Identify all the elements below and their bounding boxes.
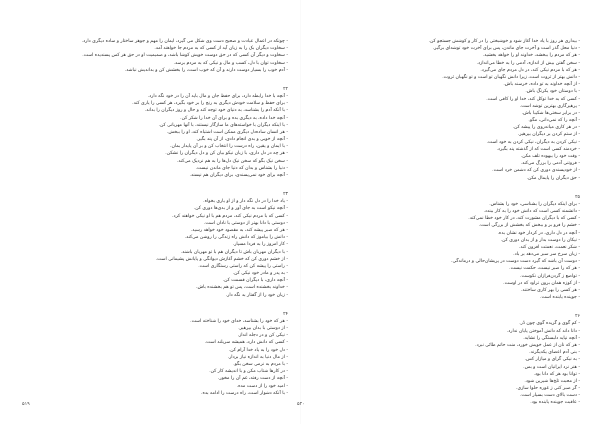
text-line: - به پدر و مادر خود نیکی کن. [232, 271, 288, 277]
text-line: - نیکان را دوست بدار و از بدان دوری کن. [500, 237, 580, 243]
text-line: - با مردم به نرمی سخن بگو. [233, 361, 288, 367]
text-line: - برای حفظ و سلامت خودش دیگری به رنج را بر خود بگیرد، هر کسی را یاری کند. [132, 101, 288, 107]
text-line: - سخاوت توان با دل، کسب و مال و نیکی که به مردم برسد. [173, 60, 288, 66]
text-line: - چونکه در اعمال عبادت و صحیح دست وی شکل می گیرد، ایمان را مهم و جوهر ساختار و ساده دیگری دارد. [81, 39, 288, 44]
right-page [310, 38, 580, 406]
text-line: - سخن نیک بگو که سخن نیک دل‌ها را به هم نزدیک می‌کند. [176, 158, 288, 164]
text-line: - کسی که به خدا توکل کند، خدا او را کافی است. [486, 96, 580, 102]
text-section [18, 38, 288, 74]
text-line: - سخاوت دیگران بک را به زبان آید از کسی که به مردم جا خواهند آمد. [154, 46, 288, 52]
text-line: - بیداری هر روز با یاد خدا آغاز شود و خوشبختی را در کار و کوشش جستجو کن. [428, 39, 580, 44]
text-line: - هر که خود را بشناسد، خدای خود را شناخته است. [190, 318, 288, 324]
left-page [18, 38, 288, 398]
text-line: - کسی که دانش دارد، همیشه سربلند است. [204, 340, 288, 346]
section-number: ۲۳ [283, 192, 288, 198]
text-line: - دانش را بیاموز که دانش راه زندگی را روشن می‌کند. [184, 235, 288, 241]
text-line: - به نیکی گرای و میازار کس. [524, 357, 580, 363]
text-line: - هنر نزد ایرانیان است و بس. [523, 364, 580, 370]
text-section [18, 191, 288, 299]
text-line: - دانا داند که دانش آموختن پایان ندارد. [506, 328, 580, 334]
text-line: - خشم را فرو بر و ببخش که بخشش از بزرگی است. [478, 223, 580, 229]
text-line: - دانشمند کسی است که دانش خود را به کار ببندد. [483, 208, 580, 214]
text-line: - شکر نعمت، نعمتت افزون کند. [518, 244, 580, 250]
text-line: - آنچه داری، با دیگران قسمت کن. [222, 278, 288, 284]
text-line: - آنچه نپاید دلبستگی را نشاید. [523, 335, 580, 341]
text-line: - دوست آن باشد که گیرد دست دوست در پریشان‌حالی و درماندگی. [451, 259, 580, 265]
text-line: - با ایمان و یقین، راه درست را انتخاب کن و بر آن پایدار بمان. [170, 144, 288, 150]
text-line: - خردمند کسی است که از گذشته پند بگیرد. [496, 146, 580, 152]
text-line: - با دیگران مهربان باش تا دیگران هم با تو مهربان باشند. [180, 249, 288, 255]
text-line: - عاقبت جوینده یابنده بود. [530, 400, 580, 406]
text-line: - زبان سرخ سر سبز می‌دهد بر باد. [513, 252, 580, 258]
section-number: ۲۴ [283, 311, 288, 317]
text-line: - کم گوی و گزیده گوی چون دُر. [519, 321, 580, 327]
text-line: - هر که نان از عمل خویش خورد، منت حاتم طائی نبرد. [475, 342, 580, 348]
text-section [310, 313, 580, 406]
text-line: - آدم خوب را بسیار دوست دارند و آن که خوب است، را بخشش کن و بداندیش نباشد. [124, 67, 288, 73]
text-line: - دنیا را بشناس و بدان که دنیا جای ماندن نیست. [195, 165, 288, 171]
section-number: ۲۵ [575, 194, 580, 200]
left-page-number: ۵۱۹ [22, 402, 30, 407]
text-line: - از کوزه همان برون تراود که در اوست. [503, 280, 580, 286]
text-line: - آنچه از دست رفته، غم آن را مخور. [217, 376, 288, 382]
text-line: - امید خود را از دست مده. [236, 383, 288, 389]
text-line: - با دوستان خود یکرنگ باش. [525, 89, 580, 95]
text-line: - سخاوت و دیگر آن کسی که در حق دوست خویش کوشا باشد، و صمیمیت او در حق هر کس پسندیده است. [82, 53, 288, 59]
text-line: - هر که با مردم نیکی کند، در دل مردم جای می‌گیرد. [480, 67, 580, 73]
text-line: - در کارها شتاب مکن و با اندیشه کار کن. [209, 369, 288, 375]
text-line: - آنچه خدا داده، به دیگری بده و برای آن خدا را شکر کن. [180, 115, 288, 121]
page-gutter [300, 0, 301, 424]
text-line: - از آنچه خداوند به تو داده، خرسند باش. [503, 82, 580, 88]
text-line: - هر کسی را بهر کاری ساختند. [520, 288, 580, 293]
text-line: - هر چه در دل داری، با زبان نیکو بیان کن و دل دیگران را نشکن. [165, 151, 288, 157]
text-line: - آنچه از خوبی و بدی انجام دادی، از آن پند بگیر. [196, 137, 288, 143]
text-line: - از ستم کردن بر دیگران بپرهیز. [517, 132, 580, 138]
text-line: - با آنکه دشوار است، راه درست را ادامه بده. [200, 390, 288, 396]
section-number: ۲۶ [575, 314, 580, 320]
text-line: - آنچه در دل داری، در کردار خود نشان بده. [497, 230, 580, 236]
text-line: - هر که مردم را ببخشد، خداوند او را خواهد بخشید. [482, 53, 580, 59]
text-line: - هر که را صبر نیست، حکمت نیست. [509, 266, 580, 272]
text-section [310, 194, 580, 302]
text-line: - راستی را پیشه کن که راستی رستگاری است. [198, 263, 288, 269]
text-line: - یاد خدا را در دل نگه دار و از او یاری بخواه. [203, 199, 288, 205]
text-line: - کسی که با دیگران مشورت کند، در کار خود خطا نمی‌کند. [468, 216, 580, 222]
text-line: - از دوستی با بدان بپرهیز. [238, 326, 288, 331]
text-line: - از محبت تلخ‌ها شیرین شود. [524, 378, 580, 384]
text-line: - جوینده یابنده است. [540, 295, 580, 301]
text-line: - با آنکه آدم را بشناسد، به دنیای خود توجه کند و حال و روز دیگران را بداند. [144, 108, 288, 114]
text-line: - از مال دنیا به اندازه نیاز بردار. [227, 354, 288, 360]
text-line: - از خودپسندی دوری کن که دشمن خرد است. [492, 168, 580, 174]
text-line: - در هر کاری میانه‌روی را پیشه کن. [512, 125, 580, 131]
text-section [18, 86, 288, 179]
text-line: - توانا بود هر که دانا بود. [533, 371, 580, 377]
text-line: - نیکی کن و در دجله انداز. [237, 333, 288, 339]
text-line: - کسی که با مردم نیکی کند، مردم هم با او نیکی خواهند کرد. [172, 213, 288, 219]
text-line: - برای اینکه دیگران را بشناسی، خود را بشناس. [489, 201, 580, 207]
text-line: - آنچه را که نمی‌دانی، مگو. [528, 118, 580, 124]
text-line: - دوستی با دانا بهتر از دوستی با نادان است. [203, 220, 288, 226]
text-line: - پرهیزگاری بهترین توشه است. [519, 103, 580, 109]
text-line: - آنچه نیکو است به جای آور و از بدی‌ها دوری کن. [193, 206, 288, 212]
text-line: - وقت خود را بیهوده تلف مکن. [520, 154, 580, 159]
right-page-number: ۵۲۰ [297, 402, 305, 407]
text-line: - آنچه برای خود نمی‌پسندی، برای دیگران هم نپسند. [189, 173, 288, 178]
text-line: - دست بالای دست بسیار است. [519, 393, 580, 399]
text-line: - کار امروز را به فردا مسپار. [232, 242, 288, 248]
text-line: - آنچه با خدا رابطه دارد، برای حفظ جان و مال باید آن را در خود نگه دارد. [147, 93, 288, 99]
text-line: - فروتنی آدمی را بزرگ می‌کند. [520, 161, 580, 167]
text-line: - بنی آدم اعضای یکدیگرند. [529, 350, 580, 356]
text-line: - دل خود را به یاد خدا آرام کن. [228, 347, 288, 353]
text-line: - حق دیگران را پایمال مکن. [526, 175, 580, 181]
text-line: - دنیا محل گذر است و آخرت جای ماندن، پس برای آخرت خود توشه‌ای برگیر. [432, 46, 580, 52]
text-line: - تواضع ز گردن‌فرازان نکوست. [519, 273, 580, 279]
text-line: - سخن گفتن بیش از اندازه، آدمی را به خطا می‌اندازد. [476, 60, 580, 66]
text-section [310, 38, 580, 182]
text-section [18, 311, 288, 397]
text-line: - خداوند بخشنده است، پس تو هم بخشنده باش. [196, 285, 288, 291]
text-line: - با اینکه دیگران با خواسته‌های ما سازگار نیستند، با آنها مهربانی کن. [158, 122, 288, 128]
text-line: - نیکی کردن به دیگران، نیکی کردن به خود است. [486, 139, 580, 145]
text-line: - هر که صبر پیشه کند، به مقصود خود خواهد رسید. [190, 227, 288, 233]
text-line: - گر صبر کنی ز غوره حلوا سازی. [516, 386, 580, 392]
text-line: - زبان خود را از گفتار بد نگه دار. [225, 292, 288, 298]
text-line: - دانش بهتر از ثروت است، زیرا دانش نگهبان تو است و تو نگهبان ثروت. [442, 74, 580, 80]
text-line: - هر انسان ساده‌دل دیگری ممکن است اشتباه کند، او را ببخش. [166, 129, 288, 135]
text-line: - در برابر سختی‌ها شکیبا باش. [521, 110, 580, 116]
section-number: ۲۲ [283, 86, 288, 92]
text-line: - از خشم دوری کن که خشم آغازش دیوانگی و پایانش پشیمانی است. [155, 256, 288, 262]
